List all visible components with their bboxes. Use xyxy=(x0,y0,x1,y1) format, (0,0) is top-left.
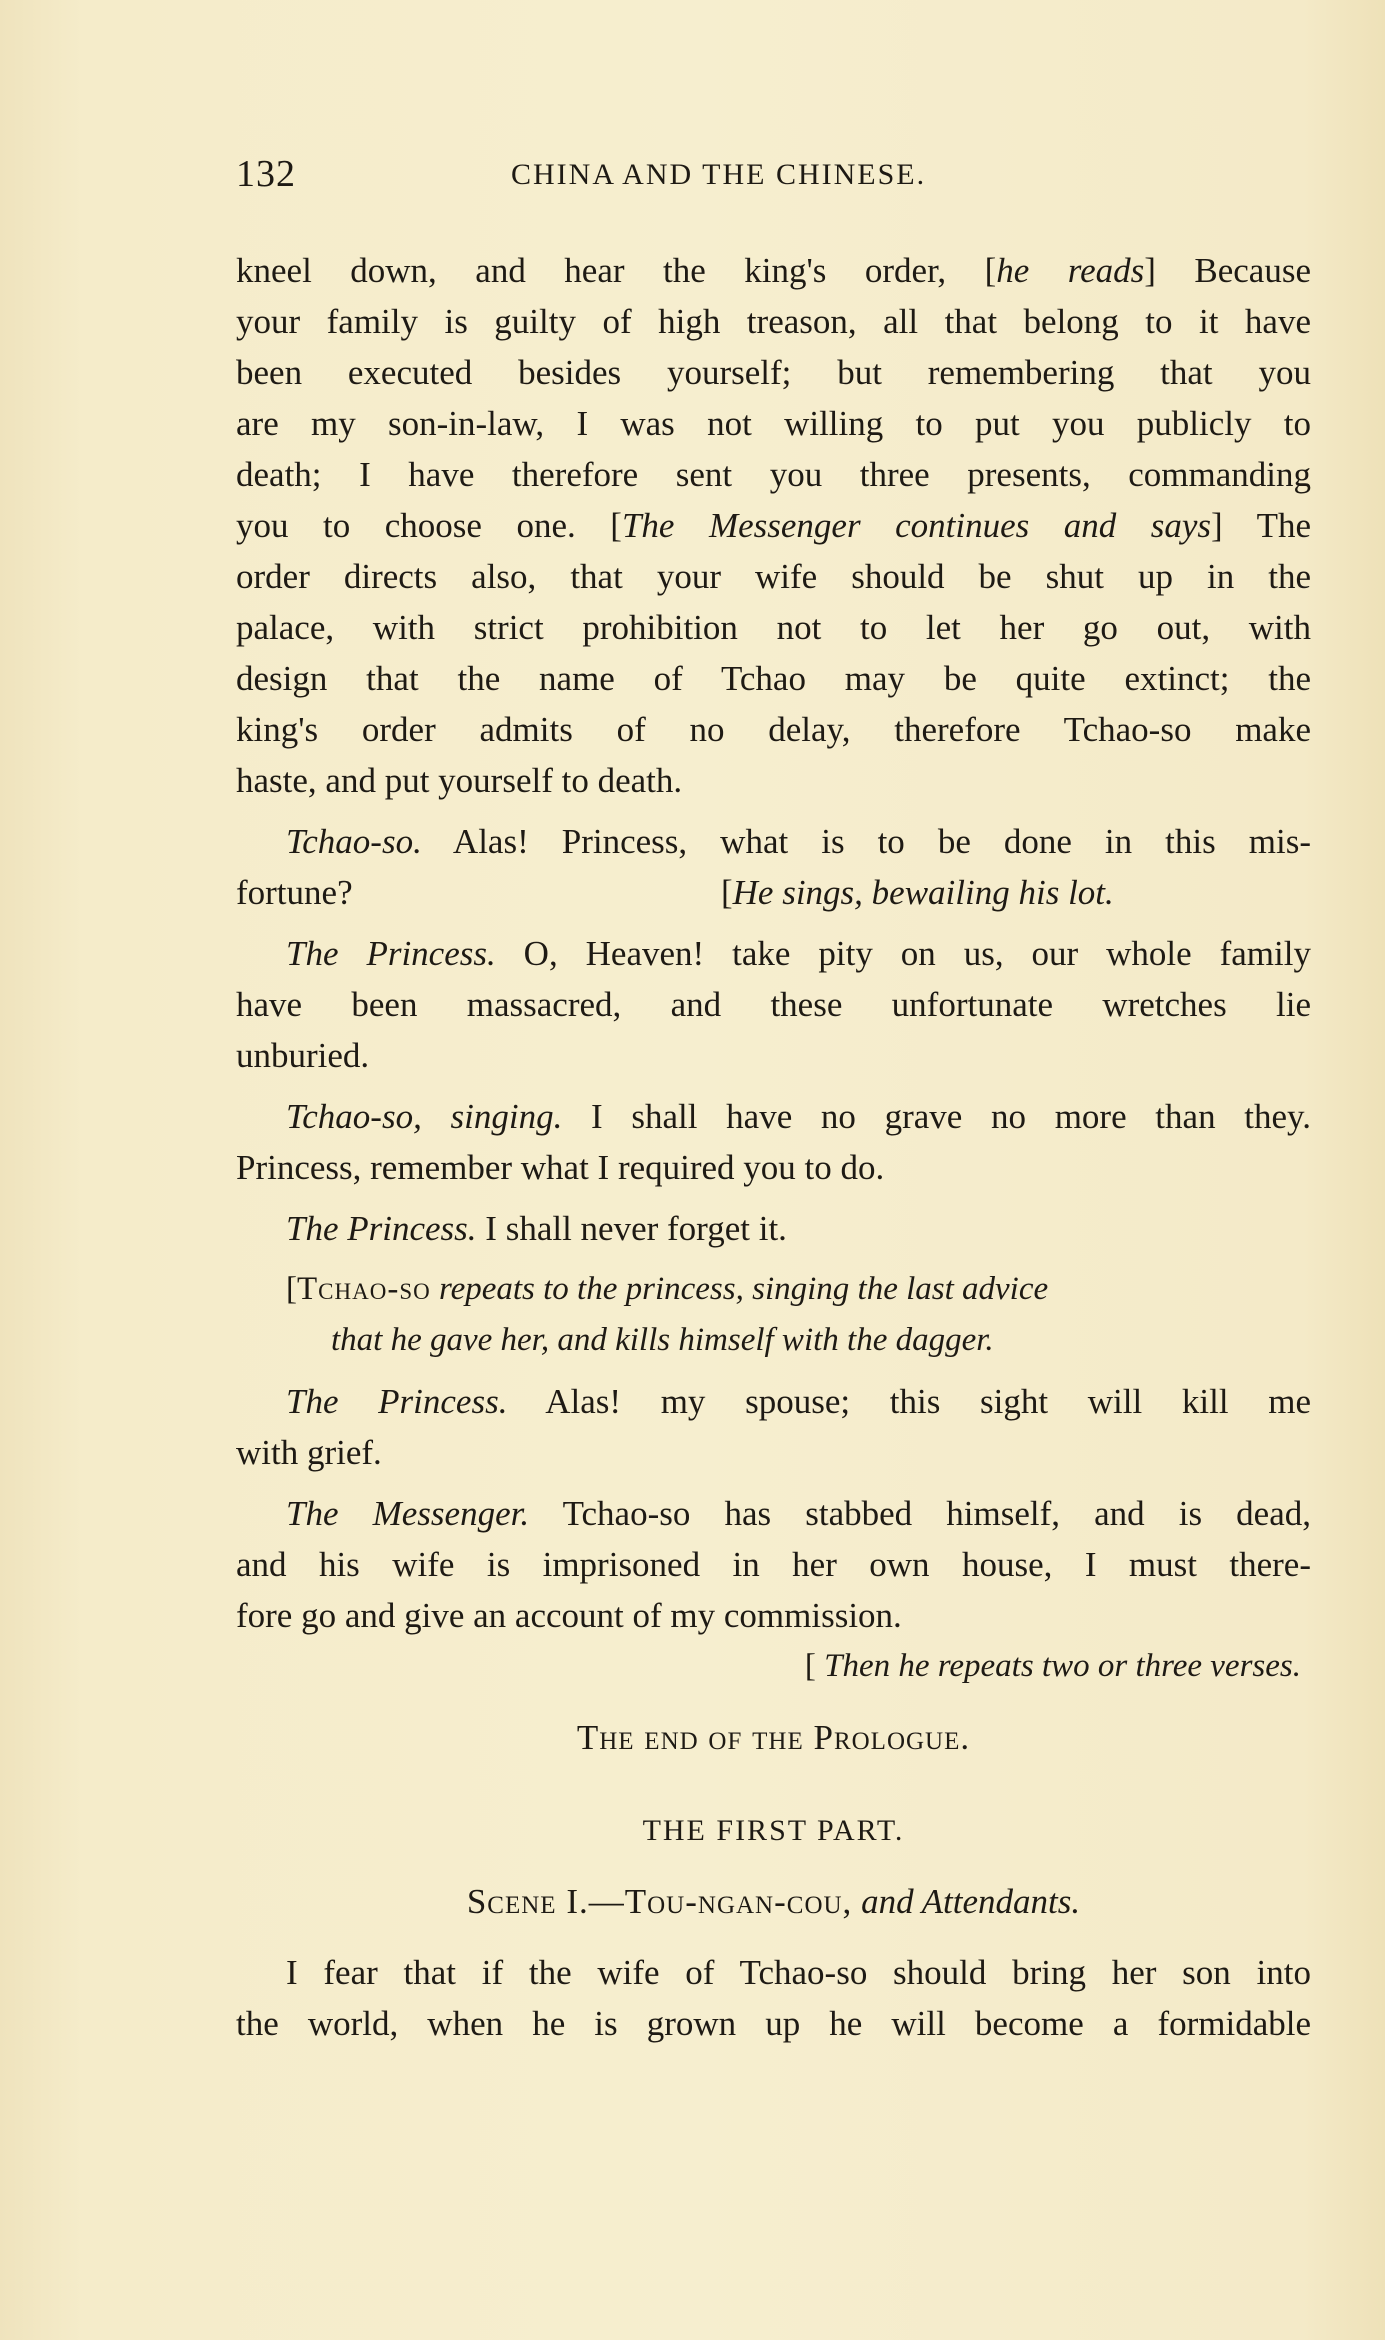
text-line: and his wife is imprisoned in her own house, I must there- xyxy=(236,1545,1311,1584)
speech-line: The Messenger. Tchao-so has stabbed himself, and is dead, xyxy=(286,1494,1311,1533)
page-number: 132 xyxy=(236,153,296,195)
text-line: fortune? [He sings, bewailing his lot. xyxy=(236,873,1114,912)
stage-direction: that he gave her, and kills himself with the dagger. xyxy=(331,1322,994,1358)
speaker-name: Tchao-so. xyxy=(286,822,422,861)
speaker-name: Tchao-so, singing. xyxy=(286,1097,563,1136)
text-line: design that the name of Tchao may be quite extinct; the xyxy=(236,659,1311,698)
text-line: Princess, remember what I required you to do. xyxy=(236,1148,885,1187)
stage-direction: He sings, bewailing his lot. xyxy=(732,873,1114,912)
speaker-name: The Princess. xyxy=(286,1382,508,1421)
text-line: unburied. xyxy=(236,1036,370,1075)
text-line: king's order admits of no delay, therefore Tchao-so make xyxy=(236,710,1311,749)
stage-direction: [ Then he repeats two or three verses. xyxy=(804,1648,1301,1684)
running-title: CHINA AND THE CHINESE. xyxy=(511,158,927,191)
text-line: kneel down, and hear the king's order, [he reads] Because xyxy=(236,251,1311,290)
page-header xyxy=(236,152,1066,202)
speech-line: The Princess. Alas! my spouse; this sight will kill me xyxy=(286,1382,1311,1421)
text-line: fore go and give an account of my commission. xyxy=(236,1596,902,1635)
text-line: you to choose one. [The Messenger continues and says] The xyxy=(236,506,1311,545)
stage-direction: [Tchao-so repeats to the princess, singing the last advice xyxy=(286,1271,1049,1307)
text-line: haste, and put yourself to death. xyxy=(236,761,683,800)
text-line: I fear that if the wife of Tchao-so should bring her son into xyxy=(286,1953,1311,1992)
speaker-name: The Princess. xyxy=(286,934,496,973)
text-line: are my son-in-law, I was not willing to put you publicly to xyxy=(236,404,1311,443)
text-line: have been massacred, and these unfortunate wretches lie xyxy=(236,985,1311,1024)
text-line: death; I have therefore sent you three presents, commanding xyxy=(236,455,1311,494)
text-line: the world, when he is grown up he will become a formidable xyxy=(236,2004,1311,2043)
text-line: order directs also, that your wife should be shut up in the xyxy=(236,557,1311,596)
text-line: palace, with strict prohibition not to let her go out, with xyxy=(236,608,1311,647)
speech-line: The Princess. O, Heaven! take pity on us, our whole family xyxy=(286,934,1311,973)
text-line: been executed besides yourself; but remembering that you xyxy=(236,353,1311,392)
speech-line: The Princess. I shall never forget it. xyxy=(286,1209,787,1248)
text-line: with grief. xyxy=(236,1433,382,1472)
scene-heading: Scene I.—Tou-ngan-cou, and Attendants. xyxy=(466,1882,1081,1921)
body-text xyxy=(236,245,1311,2049)
text-line: your family is guilty of high treason, all that belong to it have xyxy=(236,302,1311,341)
part-heading: THE FIRST PART. xyxy=(642,1814,905,1847)
prologue-end-heading: The end of the Prologue. xyxy=(576,1718,971,1757)
speech-line: Tchao-so. Alas! Princess, what is to be done in this mis- xyxy=(286,822,1311,861)
speech-line: Tchao-so, singing. I shall have no grave no more than they. xyxy=(286,1097,1311,1136)
speaker-name: The Messenger. xyxy=(286,1494,530,1533)
speaker-name: The Princess. xyxy=(286,1209,477,1248)
